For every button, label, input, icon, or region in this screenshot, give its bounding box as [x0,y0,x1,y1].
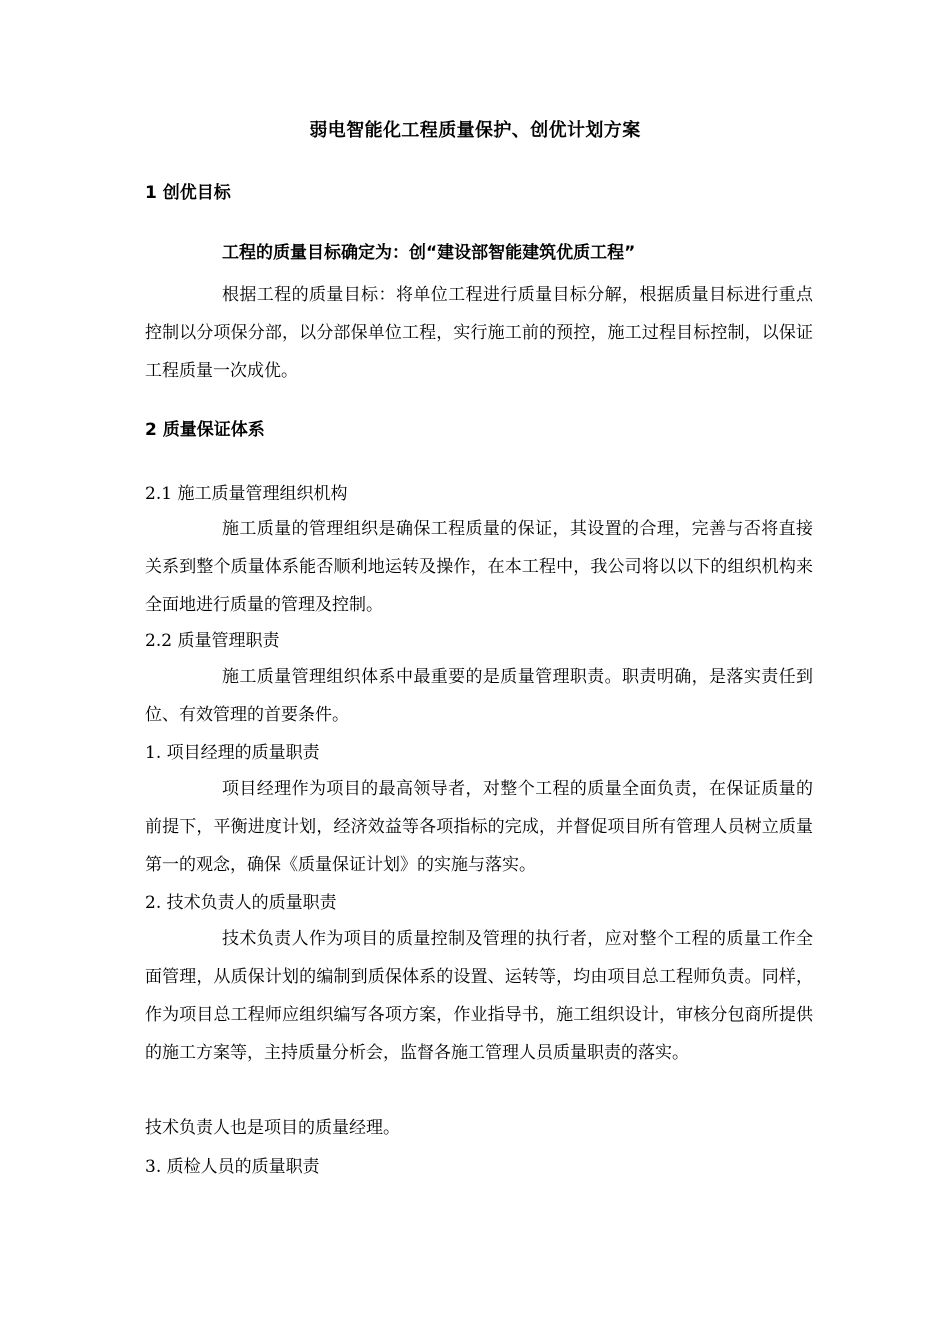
item-1-paragraph: 项目经理作为项目的最高领导者，对整个工程的质量全面负责，在保证质量的前提下，平衡进度计划，经济效益等各项指标的完成，并督促项目所有管理人员树立质量第一的观念，确保《质量保证计划》的实施与落实。 [145,779,813,875]
section-2-heading: 2 质量保证体系 [145,420,265,440]
section-1-heading: 1 创优目标 [145,183,231,203]
item-2-heading: 2. 技术负责人的质量职责 [145,893,337,913]
item-2-paragraph: 技术负责人作为项目的质量控制及管理的执行者，应对整个工程的质量工作全面管理，从质保计划的编制到质保体系的设置、运转等，均由项目总工程师负责。同样，作为项目总工程师应组织编写各项方案，作业指导书，施工组织设计，审核分包商所提供的施工方案等，主持质量分析会，监督各施工管理人员质量职责的落实。 [145,929,813,1063]
subsection-2-1-paragraph: 施工质量的管理组织是确保工程质量的保证，其设置的合理，完善与否将直接关系到整个质量体系能否顺利地运转及操作，在本工程中，我公司将以以下的组织机构来全面地进行质量的管理及控制。 [145,519,813,615]
item-3-heading: 3. 质检人员的质量职责 [145,1157,320,1177]
item-2-note: 技术负责人也是项目的质量经理。 [145,1118,400,1138]
item-1-heading: 1. 项目经理的质量职责 [145,743,320,763]
subsection-2-2-paragraph: 施工质量管理组织体系中最重要的是质量管理职责。职责明确，是落实责任到位、有效管理的首要条件。 [145,667,813,725]
document-title: 弱电智能化工程质量保护、创优计划方案 [309,120,641,141]
section-1-paragraph: 根据工程的质量目标：将单位工程进行质量目标分解，根据质量目标进行重点控制以分项保分部，以分部保单位工程，实行施工前的预控，施工过程目标控制，以保证工程质量一次成优。 [145,285,813,381]
subsection-2-1-heading: 2.1 施工质量管理组织机构 [145,484,348,504]
quality-goal-statement: 工程的质量目标确定为：创“建设部智能建筑优质工程” [222,243,636,263]
subsection-2-2-heading: 2.2 质量管理职责 [145,631,280,651]
